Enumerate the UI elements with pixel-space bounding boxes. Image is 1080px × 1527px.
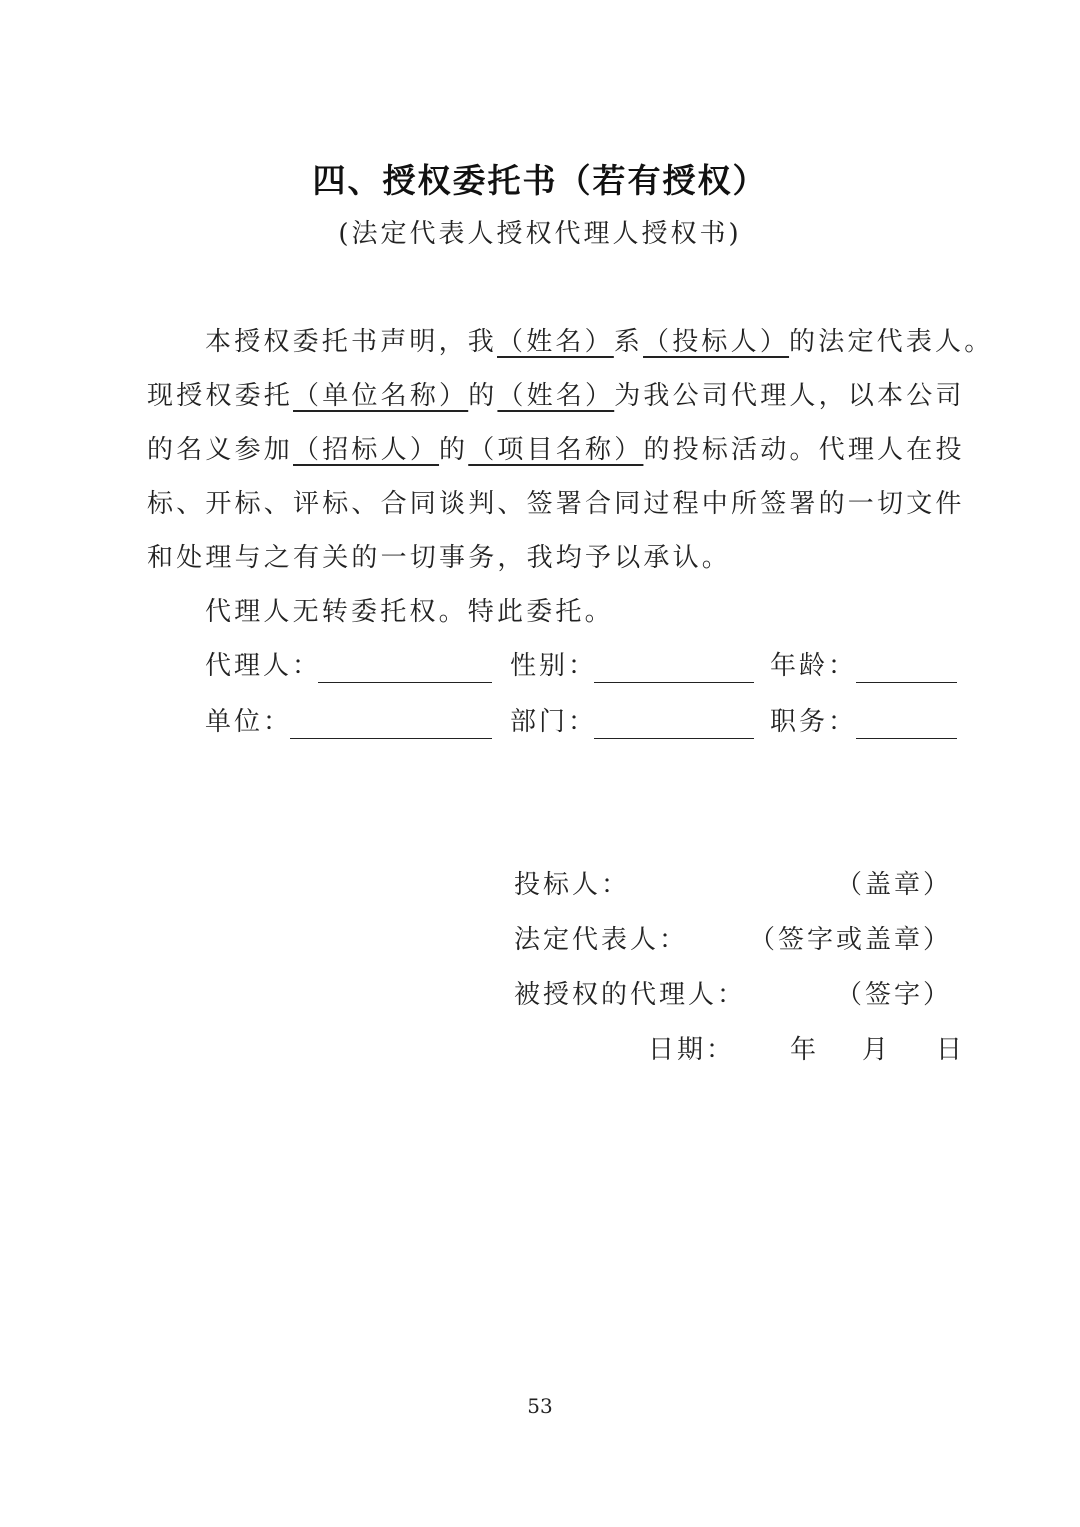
date-month: 月	[862, 1035, 892, 1065]
field-dept-blank[interactable]	[594, 706, 754, 739]
field-unit-label: 单位：	[205, 707, 293, 737]
placeholder-bidder: （投标人）	[643, 327, 790, 357]
signature-legal-rep-label: 法定代表人：	[514, 925, 689, 955]
field-gender-blank[interactable]	[594, 650, 754, 683]
field-agent-label: 代理人：	[205, 651, 322, 681]
field-age-label: 年龄：	[770, 651, 858, 681]
text-of-2: 的	[439, 435, 469, 465]
field-agent-blank[interactable]	[318, 650, 492, 683]
paragraph-line-6: 代理人无转委托权。特此委托。	[205, 597, 614, 627]
text-as-agent: 为我公司代理人，以本公司	[614, 381, 965, 411]
date-year: 年	[790, 1035, 820, 1065]
text-declaration: 本授权委托书声明，我	[205, 327, 498, 357]
field-gender-label: 性别：	[510, 651, 598, 681]
date-label: 日期：	[648, 1035, 736, 1065]
paragraph-line-5: 和处理与之有关的一切事务，我均予以承认。	[147, 543, 732, 573]
paragraph-line-3	[147, 430, 965, 470]
signature-bidder-label: 投标人：	[514, 870, 631, 900]
date-day: 日	[936, 1035, 966, 1065]
paragraph-line-1	[205, 322, 993, 362]
signature-agent-label: 被授权的代理人：	[514, 980, 747, 1010]
paragraph-line-2	[147, 376, 965, 416]
field-age-blank[interactable]	[856, 650, 957, 683]
placeholder-project-name: （项目名称）	[468, 435, 644, 465]
page-title: 四、授权委托书（若有授权）	[312, 161, 768, 200]
paragraph-line-4: 标、开标、评标、合同谈判、签署合同过程中所签署的一切文件	[147, 489, 965, 519]
placeholder-name: （姓名）	[497, 327, 614, 357]
field-unit-blank[interactable]	[290, 706, 492, 739]
text-bidding-activity: 的投标活动。代理人在投	[643, 435, 965, 465]
text-is: 系	[613, 327, 644, 357]
text-in-name: 的名义参加	[147, 435, 294, 465]
signature-legal-rep-note: （签字或盖章）	[748, 925, 952, 955]
text-of: 的	[468, 381, 498, 411]
placeholder-agent-name: （姓名）	[497, 381, 615, 411]
signature-agent-note: （签字）	[835, 980, 952, 1010]
signature-bidder-note: （盖章）	[835, 870, 952, 900]
field-position-label: 职务：	[770, 707, 858, 737]
placeholder-unit-name: （单位名称）	[293, 381, 469, 411]
page-number: 53	[527, 1394, 553, 1418]
placeholder-tenderer: （招标人）	[293, 435, 440, 465]
text-authorize: 现授权委托	[147, 381, 294, 411]
field-position-blank[interactable]	[856, 706, 957, 739]
field-dept-label: 部门：	[510, 707, 598, 737]
text-legal-rep: 的法定代表人。	[789, 327, 994, 357]
page-subtitle: (法定代表人授权代理人授权书)	[338, 219, 742, 249]
